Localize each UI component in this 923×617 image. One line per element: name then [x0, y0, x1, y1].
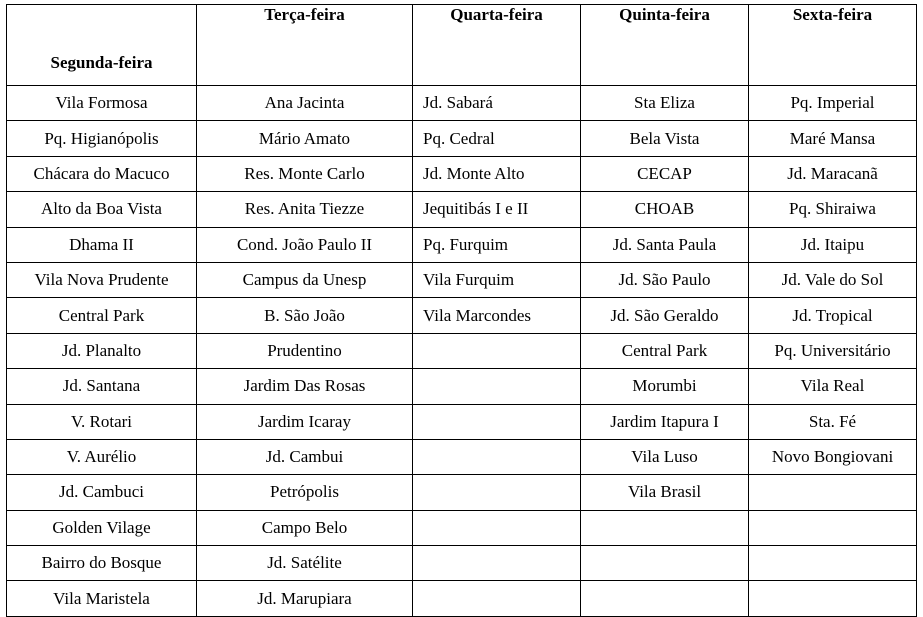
cell-wednesday	[413, 369, 581, 404]
table-body	[7, 86, 917, 617]
cell-monday: V. Aurélio	[7, 439, 197, 474]
cell-monday: Golden Vilage	[7, 510, 197, 545]
cell-monday: Vila Maristela	[7, 581, 197, 616]
cell-tuesday: Jd. Marupiara	[197, 581, 413, 616]
table-row	[7, 156, 917, 191]
cell-thursday: Bela Vista	[581, 121, 749, 156]
table-row	[7, 404, 917, 439]
table-row	[7, 369, 917, 404]
cell-wednesday	[413, 439, 581, 474]
cell-thursday: Jd. São Paulo	[581, 262, 749, 297]
cell-monday: Chácara do Macuco	[7, 156, 197, 191]
cell-thursday: Vila Brasil	[581, 475, 749, 510]
cell-thursday: Vila Luso	[581, 439, 749, 474]
table-header	[7, 5, 917, 86]
table-row	[7, 510, 917, 545]
cell-thursday: Central Park	[581, 333, 749, 368]
cell-tuesday: Campus da Unesp	[197, 262, 413, 297]
cell-wednesday: Vila Marcondes	[413, 298, 581, 333]
cell-wednesday	[413, 546, 581, 581]
cell-friday: Pq. Universitário	[749, 333, 917, 368]
header-wednesday: Quarta-feira	[413, 5, 581, 86]
cell-monday: Jd. Cambuci	[7, 475, 197, 510]
cell-friday: Jd. Vale do Sol	[749, 262, 917, 297]
header-monday: Segunda-feira	[7, 5, 197, 86]
table-row	[7, 439, 917, 474]
cell-tuesday: Campo Belo	[197, 510, 413, 545]
cell-wednesday	[413, 475, 581, 510]
cell-friday: Jd. Itaipu	[749, 227, 917, 262]
table-row	[7, 298, 917, 333]
table-row	[7, 86, 917, 121]
table-row	[7, 581, 917, 616]
cell-tuesday: Prudentino	[197, 333, 413, 368]
cell-friday	[749, 581, 917, 616]
cell-tuesday: Res. Anita Tiezze	[197, 192, 413, 227]
cell-friday: Jd. Tropical	[749, 298, 917, 333]
cell-monday: Central Park	[7, 298, 197, 333]
cell-thursday: CHOAB	[581, 192, 749, 227]
cell-wednesday: Vila Furquim	[413, 262, 581, 297]
cell-monday: Vila Formosa	[7, 86, 197, 121]
cell-friday: Sta. Fé	[749, 404, 917, 439]
cell-wednesday: Pq. Furquim	[413, 227, 581, 262]
cell-friday: Novo Bongiovani	[749, 439, 917, 474]
cell-monday: Jd. Planalto	[7, 333, 197, 368]
cell-friday	[749, 510, 917, 545]
cell-friday: Vila Real	[749, 369, 917, 404]
header-row	[7, 5, 917, 86]
cell-thursday: Jardim Itapura I	[581, 404, 749, 439]
cell-friday: Jd. Maracanã	[749, 156, 917, 191]
cell-thursday: Jd. São Geraldo	[581, 298, 749, 333]
cell-friday	[749, 546, 917, 581]
cell-thursday	[581, 510, 749, 545]
header-tuesday: Terça-feira	[197, 5, 413, 86]
cell-monday: Bairro do Bosque	[7, 546, 197, 581]
cell-friday: Pq. Imperial	[749, 86, 917, 121]
cell-tuesday: B. São João	[197, 298, 413, 333]
cell-tuesday: Jardim Icaray	[197, 404, 413, 439]
cell-thursday: Sta Eliza	[581, 86, 749, 121]
cell-thursday: CECAP	[581, 156, 749, 191]
cell-tuesday: Cond. João Paulo II	[197, 227, 413, 262]
table-row	[7, 546, 917, 581]
cell-wednesday	[413, 581, 581, 616]
cell-monday: Alto da Boa Vista	[7, 192, 197, 227]
cell-wednesday: Pq. Cedral	[413, 121, 581, 156]
cell-tuesday: Ana Jacinta	[197, 86, 413, 121]
cell-wednesday: Jd. Sabará	[413, 86, 581, 121]
cell-thursday	[581, 546, 749, 581]
cell-wednesday	[413, 404, 581, 439]
cell-thursday: Jd. Santa Paula	[581, 227, 749, 262]
cell-wednesday	[413, 333, 581, 368]
table-row	[7, 192, 917, 227]
cell-thursday	[581, 581, 749, 616]
cell-wednesday: Jd. Monte Alto	[413, 156, 581, 191]
table-row	[7, 262, 917, 297]
cell-tuesday: Jardim Das Rosas	[197, 369, 413, 404]
cell-monday: Pq. Higianópolis	[7, 121, 197, 156]
cell-friday: Pq. Shiraiwa	[749, 192, 917, 227]
cell-tuesday: Jd. Satélite	[197, 546, 413, 581]
cell-monday: Vila Nova Prudente	[7, 262, 197, 297]
cell-monday: Jd. Santana	[7, 369, 197, 404]
header-friday: Sexta-feira	[749, 5, 917, 86]
cell-monday: Dhama II	[7, 227, 197, 262]
table-row	[7, 121, 917, 156]
table-row	[7, 333, 917, 368]
weekday-neighborhood-table	[6, 4, 917, 617]
cell-tuesday: Jd. Cambui	[197, 439, 413, 474]
cell-thursday: Morumbi	[581, 369, 749, 404]
cell-friday	[749, 475, 917, 510]
cell-tuesday: Res. Monte Carlo	[197, 156, 413, 191]
cell-tuesday: Petrópolis	[197, 475, 413, 510]
table-row	[7, 227, 917, 262]
cell-monday: V. Rotari	[7, 404, 197, 439]
cell-friday: Maré Mansa	[749, 121, 917, 156]
cell-wednesday	[413, 510, 581, 545]
cell-wednesday: Jequitibás I e II	[413, 192, 581, 227]
cell-tuesday: Mário Amato	[197, 121, 413, 156]
header-thursday: Quinta-feira	[581, 5, 749, 86]
table-row	[7, 475, 917, 510]
